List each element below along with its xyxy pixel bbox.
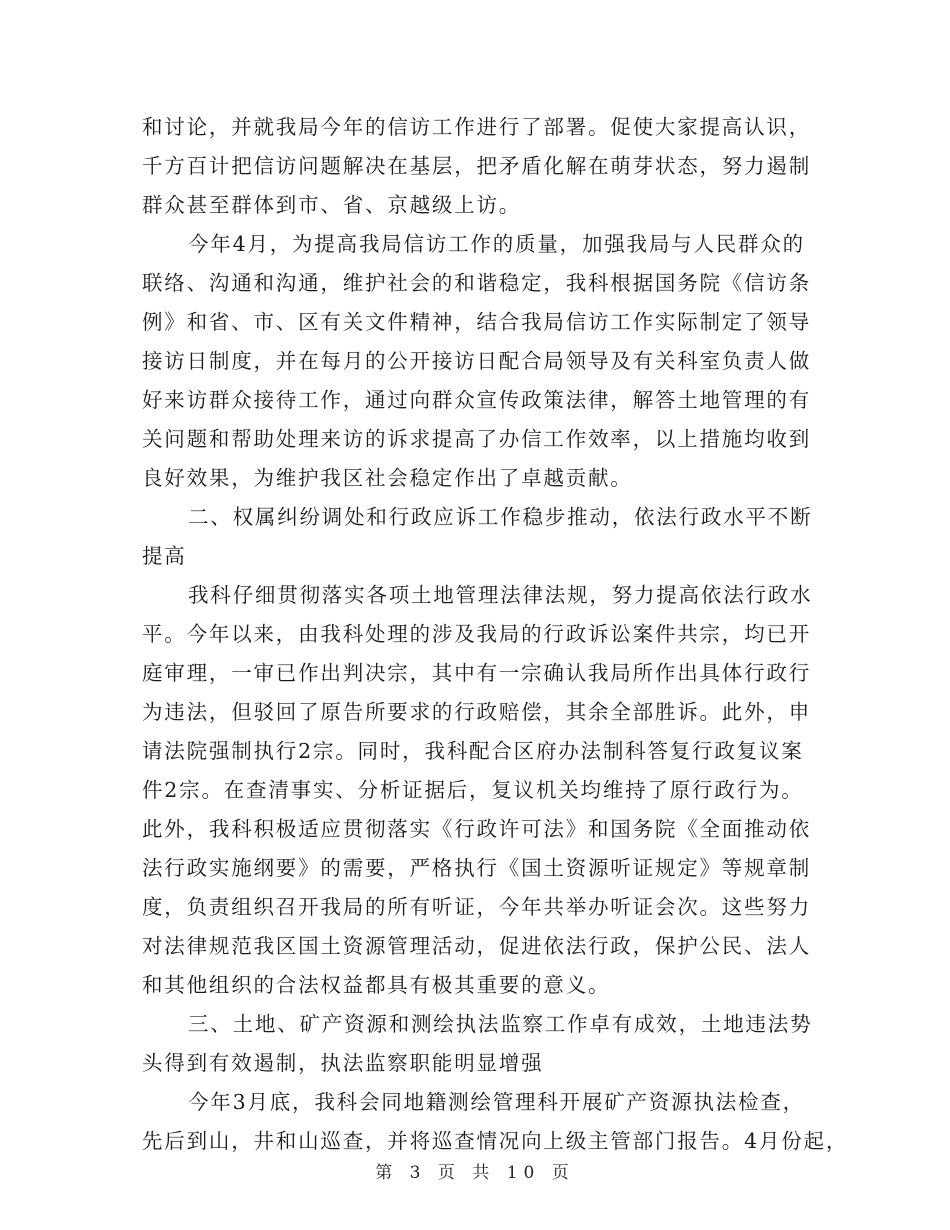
text-line: 例》和省、市、区有关文件精神，结合我局信访工作实际制定了领导 — [142, 310, 811, 334]
text-line: 和讨论，并就我局今年的信访工作进行了部署。促使大家提高认识， — [142, 115, 811, 139]
text-line: 平。今年以来，由我科处理的涉及我局的行政诉讼案件共宗，均已开 — [142, 622, 811, 646]
text-line: 法行政实施纲要》的需要，严格执行《国土资源听证规定》等规章制 — [142, 856, 811, 880]
text-line: 度，负责组织召开我局的所有听证，今年共举办听证会次。这些努力 — [142, 895, 811, 919]
section-heading-line: 提高 — [142, 544, 187, 568]
text-line: 良好效果，为维护我区社会稳定作出了卓越贡献。 — [142, 466, 633, 490]
page-number-footer: 第 3 页 共 10 页 — [375, 1163, 575, 1183]
text-line: 请法院强制执行2宗。同时，我科配合区府办法制科答复行政复议案 — [142, 739, 804, 763]
section-heading-line: 头得到有效遏制，执法监察职能明显增强 — [142, 1051, 544, 1075]
paragraph-start-line: 今年4月，为提高我局信访工作的质量，加强我局与人民群众的 — [188, 232, 805, 256]
text-line: 先后到山，井和山巡查，并将巡查情况向上级主管部门报告。4月份起， — [142, 1129, 849, 1153]
text-line: 和其他组织的合法权益都具有极其重要的意义。 — [142, 973, 611, 997]
document-body — [142, 108, 849, 1161]
text-line: 对法律规范我区国土资源管理活动，促进依法行政，保护公民、法人 — [142, 934, 811, 958]
paragraph-start-line: 今年3月底，我科会同地籍测绘管理科开展矿产资源执法检查， — [188, 1090, 805, 1114]
text-line: 接访日制度，并在每月的公开接访日配合局领导及有关科室负责人做 — [142, 349, 811, 373]
text-line: 件2宗。在查清事实、分析证据后，复议机关均维持了原行政行为。 — [142, 778, 804, 802]
text-line: 好来访群众接待工作，通过向群众宣传政策法律，解答土地管理的有 — [142, 388, 811, 412]
text-line: 关问题和帮助处理来访的诉求提高了办信工作效率，以上措施均收到 — [142, 427, 811, 451]
text-line: 此外，我科积极适应贯彻落实《行政许可法》和国务院《全面推动依 — [142, 817, 811, 841]
text-line: 为违法，但驳回了原告所要求的行政赔偿，其余全部胜诉。此外，申 — [142, 700, 811, 724]
paragraph-start-line: 我科仔细贯彻落实各项土地管理法律法规，努力提高依法行政水 — [188, 583, 813, 607]
section-heading-line: 三、土地、矿产资源和测绘执法监察工作卓有成效，土地违法势 — [188, 1012, 813, 1036]
text-line: 庭审理，一审已作出判决宗，其中有一宗确认我局所作出具体行政行 — [142, 661, 811, 685]
text-line: 群众甚至群体到市、省、京越级上访。 — [142, 193, 522, 217]
text-line: 千方百计把信访问题解决在基层，把矛盾化解在萌芽状态，努力遏制 — [142, 154, 811, 178]
text-line: 联络、沟通和沟通，维护社会的和谐稳定，我科根据国务院《信访条 — [142, 271, 811, 295]
section-heading-line: 二、权属纠纷调处和行政应诉工作稳步推动，依法行政水平不断 — [188, 505, 813, 529]
